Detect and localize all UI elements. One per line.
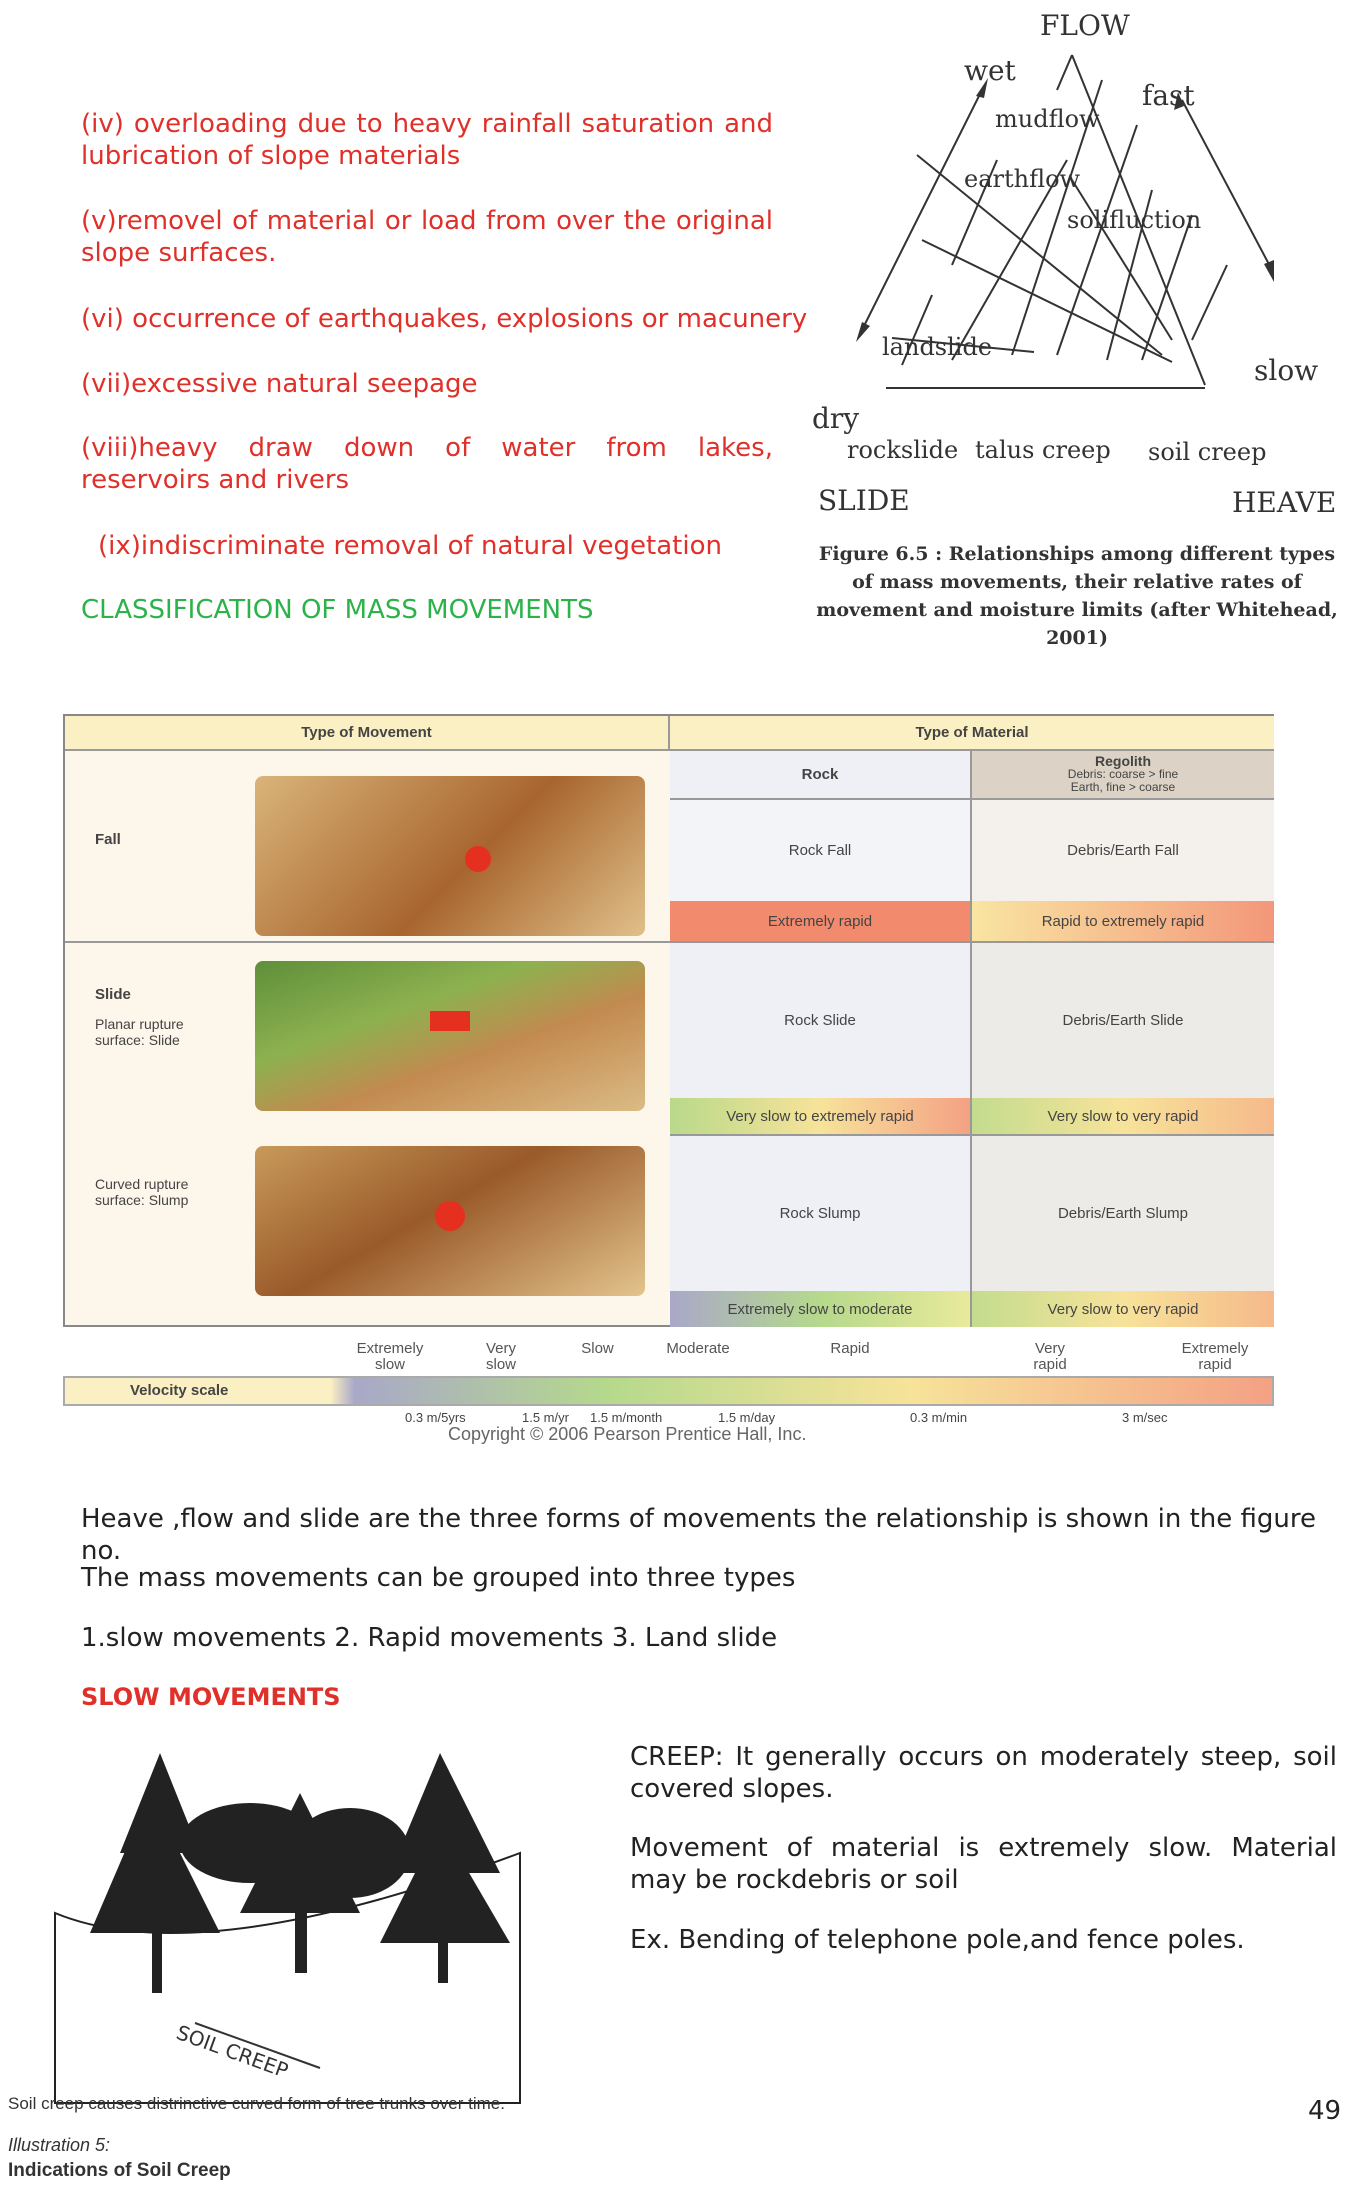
creep-movement: Movement of material is extremely slow. Material may be rockdebris or soil bbox=[630, 1833, 1337, 1895]
rate-slide-regolith: Very slow to very rapid bbox=[972, 1098, 1274, 1134]
figure-caption: Figure 6.5 : Relationships among different types of mass movements, their relative rates of movement and moisture limits (after Whitehead, 2001) bbox=[816, 543, 1338, 649]
row-label-fall: Fall bbox=[95, 831, 121, 848]
header-regolith bbox=[972, 751, 1274, 800]
velocity-value: 0.3 m/5yrs bbox=[405, 1410, 466, 1425]
rate-slump-regolith: Very slow to very rapid bbox=[972, 1291, 1274, 1327]
regolith-earth: Earth, fine > coarse bbox=[1070, 780, 1176, 794]
mass-movement-triangle-diagram bbox=[812, 0, 1346, 540]
label-slide: SLIDE bbox=[818, 484, 910, 517]
label-solifluction: solifluction bbox=[1067, 206, 1202, 234]
regolith-title: Regolith bbox=[1095, 753, 1151, 769]
label-heave: HEAVE bbox=[1232, 486, 1337, 519]
velocity-label: Extremely slow bbox=[356, 1340, 424, 1373]
slow-movements-heading: SLOW MOVEMENTS bbox=[81, 1683, 341, 1711]
illustration-title: Indications of Soil Creep bbox=[8, 2160, 231, 2181]
creep-example: Ex. Bending of telephone pole,and fence poles. bbox=[630, 1925, 1245, 1955]
cause-vi: (vi) occurrence of earthquakes, explosions or macunery bbox=[81, 304, 808, 334]
velocity-value: 1.5 m/month bbox=[590, 1410, 663, 1425]
velocity-label: Very rapid bbox=[1033, 1340, 1067, 1373]
illustration-caption: Soil creep causes distrinctive curved form of tree trunks over time. bbox=[8, 2094, 505, 2113]
label-flow: FLOW bbox=[1040, 9, 1130, 42]
mass-movement-table bbox=[63, 714, 1274, 1327]
label-talus-creep: talus creep bbox=[975, 436, 1111, 464]
rate-fall-rock: Extremely rapid bbox=[670, 901, 972, 941]
velocity-label: Very slow bbox=[485, 1340, 516, 1373]
cell-debris-slide: Debris/Earth Slide bbox=[972, 943, 1274, 1098]
label-slow: slow bbox=[1254, 354, 1319, 387]
cell-rock-fall: Rock Fall bbox=[670, 800, 972, 901]
label-earthflow: earthflow bbox=[964, 165, 1081, 193]
rate-slide-rock: Very slow to extremely rapid bbox=[670, 1098, 972, 1134]
header-type-of-material: Type of Material bbox=[670, 716, 1274, 751]
cell-rock-slide: Rock Slide bbox=[670, 943, 972, 1098]
row-label-slide: Slide bbox=[95, 986, 131, 1003]
slide-arrow-icon bbox=[430, 1011, 470, 1031]
label-fast: fast bbox=[1142, 79, 1195, 112]
rate-slump-rock: Extremely slow to moderate bbox=[670, 1291, 972, 1327]
cause-iv: (iv) overloading due to heavy rainfall saturation and lubrication of slope materials bbox=[81, 109, 773, 171]
label-rockslide: rockslide bbox=[847, 436, 959, 464]
header-rock: Rock bbox=[670, 751, 972, 800]
label-wet: wet bbox=[964, 54, 1016, 87]
velocity-label: Extremely rapid bbox=[1181, 1340, 1249, 1373]
curved-rupture-label: Curved rupture surface: Slump bbox=[95, 1176, 189, 1208]
planar-rupture-label: Planar rupture surface: Slide bbox=[95, 1016, 184, 1048]
page-number: 49 bbox=[1308, 2096, 1342, 2126]
velocity-value: 1.5 m/yr bbox=[522, 1410, 569, 1425]
velocity-value: 0.3 m/min bbox=[910, 1410, 968, 1425]
paragraph: Heave ,flow and slide are the three forms of movements the relationship is shown in the figure no. bbox=[81, 1504, 1316, 1566]
velocity-value: 1.5 m/day bbox=[718, 1410, 776, 1425]
velocity-scale-label: Velocity scale bbox=[130, 1382, 229, 1399]
falling-rock-icon bbox=[465, 846, 491, 872]
soil-creep-label: SOIL CREEP bbox=[173, 2020, 292, 2083]
paragraph: The mass movements can be grouped into three types bbox=[81, 1563, 796, 1593]
soil-creep-illustration bbox=[0, 1733, 602, 2133]
label-soil-creep: soil creep bbox=[1148, 438, 1267, 466]
cell-debris-slump: Debris/Earth Slump bbox=[972, 1136, 1274, 1291]
rate-fall-regolith: Rapid to extremely rapid bbox=[972, 901, 1274, 941]
cell-debris-fall: Debris/Earth Fall bbox=[972, 800, 1274, 901]
velocity-label: Moderate bbox=[666, 1340, 730, 1357]
cause-vii: (vii)excessive natural seepage bbox=[81, 369, 478, 399]
velocity-value: 3 m/sec bbox=[1122, 1410, 1168, 1425]
copyright: Copyright © 2006 Pearson Prentice Hall, Inc. bbox=[448, 1424, 807, 1444]
paragraph: 1.slow movements 2. Rapid movements 3. Land slide bbox=[81, 1623, 778, 1653]
cause-ix: (ix)indiscriminate removal of natural vegetation bbox=[98, 531, 722, 561]
creep-definition: CREEP: It generally occurs on moderately steep, soil covered slopes. bbox=[630, 1742, 1337, 1804]
label-dry: dry bbox=[812, 402, 860, 435]
cell-rock-slump: Rock Slump bbox=[670, 1136, 972, 1291]
slump-arrow-icon bbox=[435, 1201, 465, 1231]
slump-illustration bbox=[255, 1146, 645, 1296]
regolith-debris: Debris: coarse > fine bbox=[1067, 767, 1179, 781]
classification-heading: CLASSIFICATION OF MASS MOVEMENTS bbox=[81, 595, 594, 625]
velocity-label: Slow bbox=[581, 1340, 614, 1357]
label-landslide: landslide bbox=[882, 333, 993, 361]
fall-illustration bbox=[255, 776, 645, 936]
label-mudflow: mudflow bbox=[995, 105, 1100, 133]
header-type-of-movement: Type of Movement bbox=[65, 716, 670, 751]
velocity-scale-bar bbox=[63, 1376, 1274, 1406]
velocity-label: Rapid bbox=[830, 1340, 870, 1357]
cause-viii: (viii)heavy draw down of water from lakes, reservoirs and rivers bbox=[81, 433, 773, 495]
slide-illustration bbox=[255, 961, 645, 1111]
cause-v: (v)removel of material or load from over the original slope surfaces. bbox=[81, 206, 773, 268]
illustration-number: Illustration 5: bbox=[8, 2135, 111, 2155]
